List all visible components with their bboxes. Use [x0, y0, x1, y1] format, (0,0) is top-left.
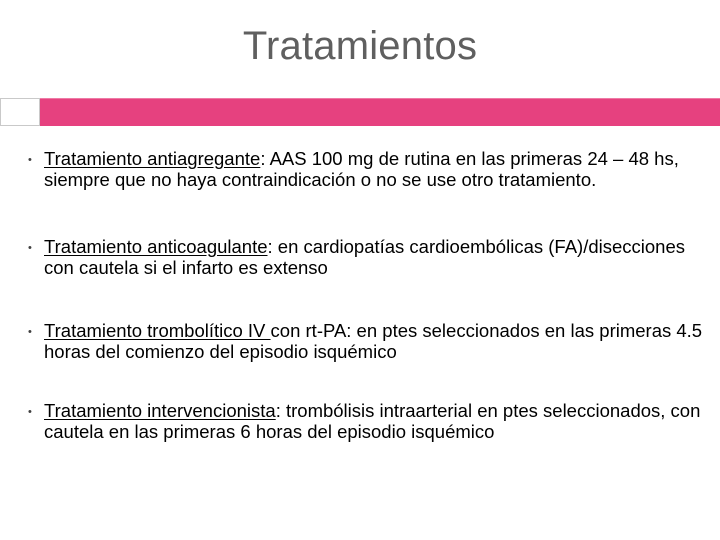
bullet-description: con rt-PA: en ptes seleccionados en las primeras 4.5 horas del comienzo del episodio isquémico [44, 320, 703, 362]
bullet-term: Tratamiento antiagregante [44, 148, 261, 169]
bullet-dot: • [28, 326, 32, 338]
bullet-text [44, 400, 704, 442]
bullet-text [44, 320, 704, 362]
bullet-description: : AAS 100 mg de rutina en las primeras 24 – 48 hs, siempre que no haya contraindicación o no se use otro tratamiento. [44, 148, 679, 190]
bullet-dot: • [28, 242, 32, 254]
bullet-term: Tratamiento intervencionista [44, 400, 276, 421]
bullet-text [44, 148, 704, 190]
bullet-description: : en cardiopatías cardioembólicas (FA)/disecciones con cautela si el infarto es extenso [44, 236, 685, 278]
divider-left-box [0, 98, 40, 126]
bullet-description: : trombólisis intraarterial en ptes seleccionados, con cautela en las primeras 6 horas del episodio isquémico [44, 400, 701, 442]
bullet-dot: • [28, 154, 32, 166]
bullet-dot: • [28, 406, 32, 418]
slide-title: Tratamientos [242, 24, 478, 68]
bullet-term: Tratamiento anticoagulante [44, 236, 268, 257]
title-divider-bar [0, 98, 720, 126]
divider-accent-band [40, 98, 720, 126]
bullet-term: Tratamiento trombolítico IV [44, 320, 271, 341]
bullet-text [44, 236, 704, 278]
